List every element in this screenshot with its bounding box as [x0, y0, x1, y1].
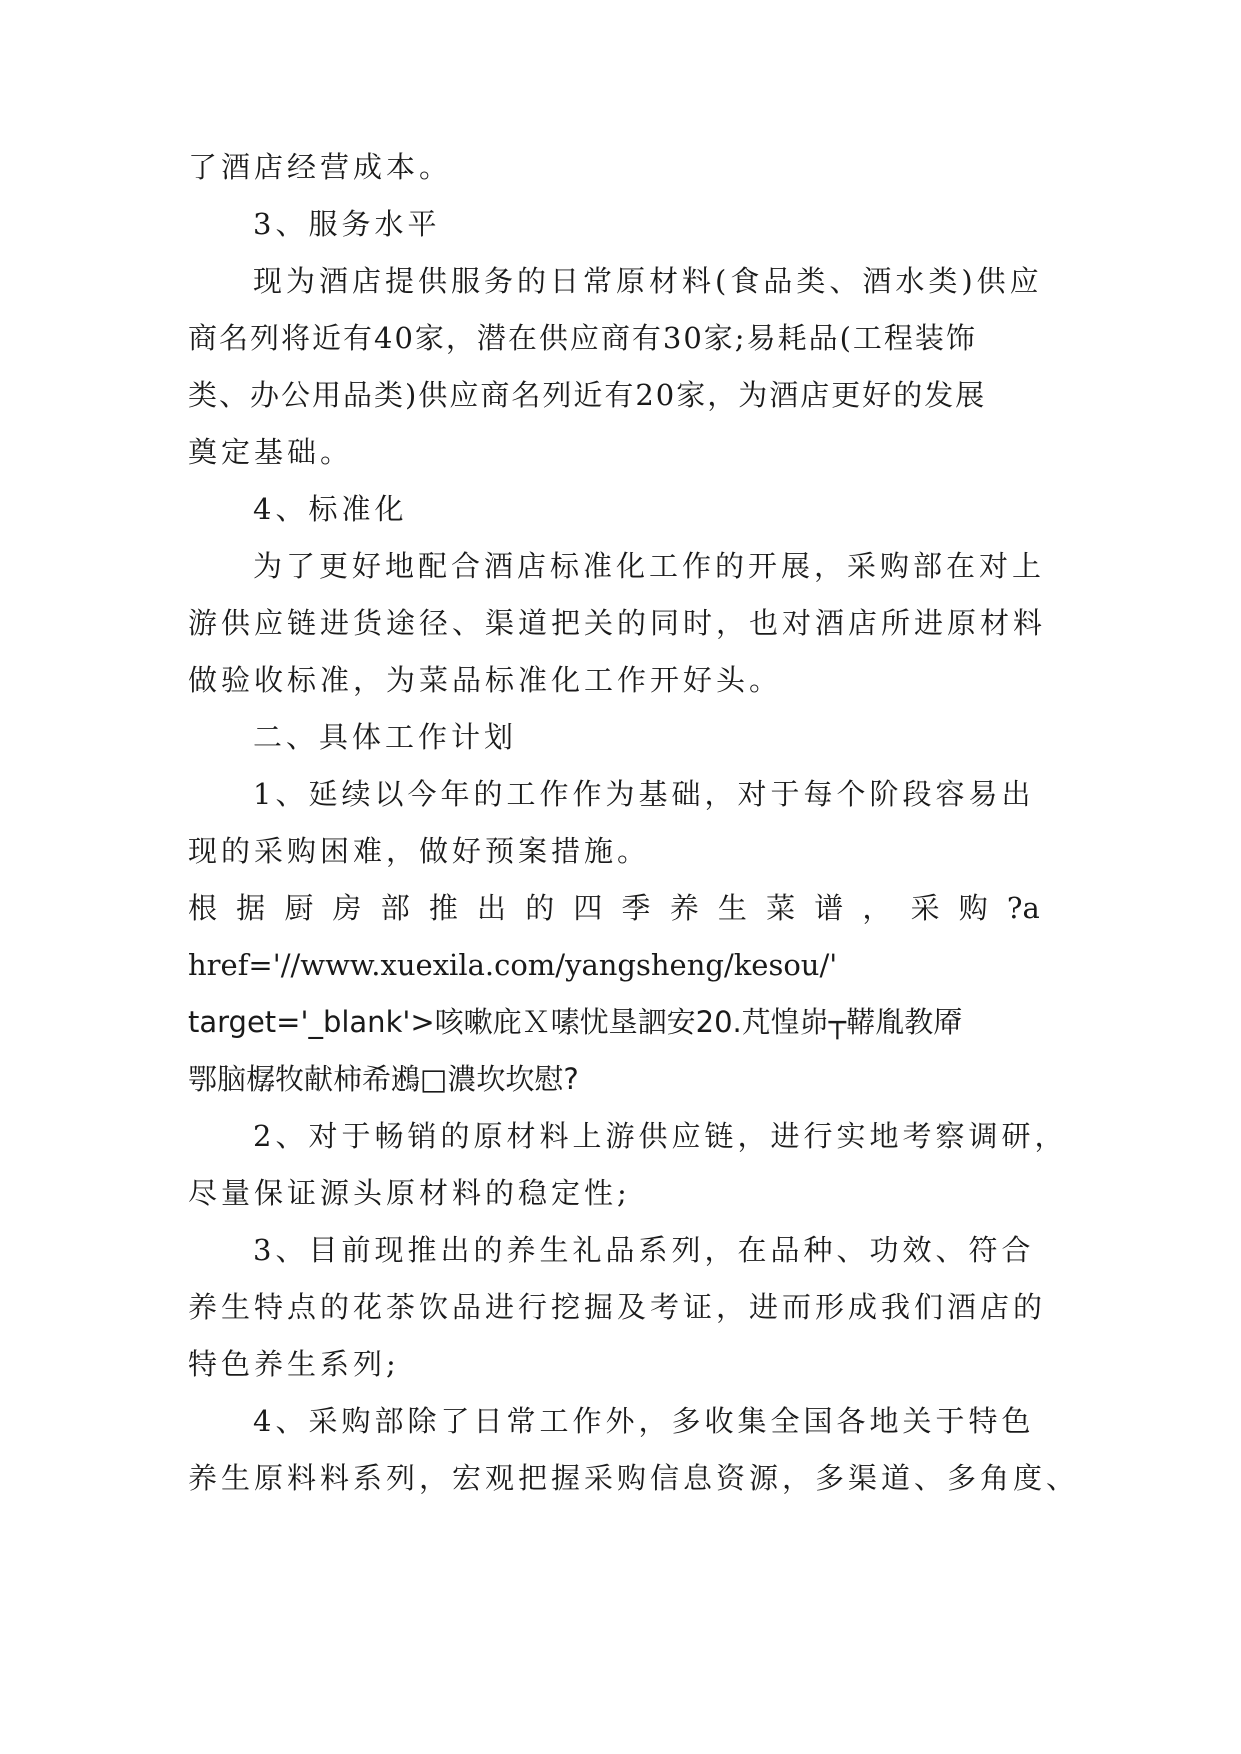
justified-char: 的 — [525, 891, 555, 925]
text-line: 2、对于畅销的原材料上游供应链，进行实地考察调研， — [253, 1119, 1068, 1153]
text-line: 奠定基础。 — [188, 435, 354, 469]
justified-char: 厨 — [284, 891, 314, 925]
text-line: 做验收标准，为菜品标准化工作开好头。 — [188, 663, 783, 697]
justified-char: ， — [862, 891, 892, 925]
text-line: 了酒店经营成本。 — [188, 150, 453, 184]
justified-char: 推 — [428, 891, 458, 925]
justified-char: 养 — [669, 891, 699, 925]
text-line: 为了更好地配合酒店标准化工作的开展，采购部在对上 — [253, 549, 1046, 583]
justified-char: 房 — [332, 891, 362, 925]
justified-char: 采 — [910, 891, 940, 925]
text-line: 4、采购部除了日常工作外，多收集全国各地关于特色 — [253, 1404, 1035, 1438]
text-line: 养生原料料系列，宏观把握采购信息资源，多渠道、多角度、 — [188, 1461, 1080, 1495]
justified-char: 谱 — [814, 891, 844, 925]
text-line: 尽量保证源头原材料的稳定性; — [188, 1176, 631, 1210]
text-line: 现为酒店提供服务的日常原材料(食品类、酒水类)供应 — [253, 264, 1043, 298]
garbled-text-line: 鄂脑樼牧献柿希鶐□濃坎坎慰? — [188, 1062, 579, 1096]
justified-char: 据 — [236, 891, 266, 925]
text-line: 3、目前现推出的养生礼品系列，在品种、功效、符合 — [253, 1233, 1035, 1267]
justified-char: 生 — [717, 891, 747, 925]
section-heading: 二、具体工作计划 — [253, 720, 518, 754]
text-line: 类、办公用品类)供应商名列近有20家，为酒店更好的发展 — [188, 378, 987, 412]
justified-char: 根 — [188, 891, 218, 925]
justified-char: ?a — [1006, 891, 1040, 925]
text-line: 现的采购困难，做好预案措施。 — [188, 834, 651, 868]
text-line-justified — [188, 888, 1040, 928]
justified-char: 四 — [573, 891, 603, 925]
text-line: 1、延续以今年的工作作为基础，对于每个阶段容易出 — [253, 777, 1035, 811]
garbled-text-line: target='_blank'>咳嗽庇Ｘ嗉忧垦訵安20.芃惶峁┬鞯胤教厣 — [188, 1005, 963, 1039]
text-line: 游供应链进货途径、渠道把关的同时，也对酒店所进原材料 — [188, 606, 1047, 640]
text-line: 特色养生系列; — [188, 1347, 400, 1381]
justified-char: 部 — [380, 891, 410, 925]
text-line: 商名列将近有40家，潜在供应商有30家;易耗品(工程装饰 — [188, 321, 977, 355]
justified-char: 出 — [477, 891, 507, 925]
section-heading: 4、标准化 — [253, 492, 408, 526]
justified-char: 季 — [621, 891, 651, 925]
justified-char: 购 — [958, 891, 988, 925]
justified-char: 菜 — [766, 891, 796, 925]
text-line: 养生特点的花茶饮品进行挖掘及考证，进而形成我们酒店的 — [188, 1290, 1047, 1324]
section-heading: 3、服务水平 — [253, 207, 441, 241]
link-markup-text: href='//www.xuexila.com/yangsheng/kesou/' — [188, 948, 838, 982]
